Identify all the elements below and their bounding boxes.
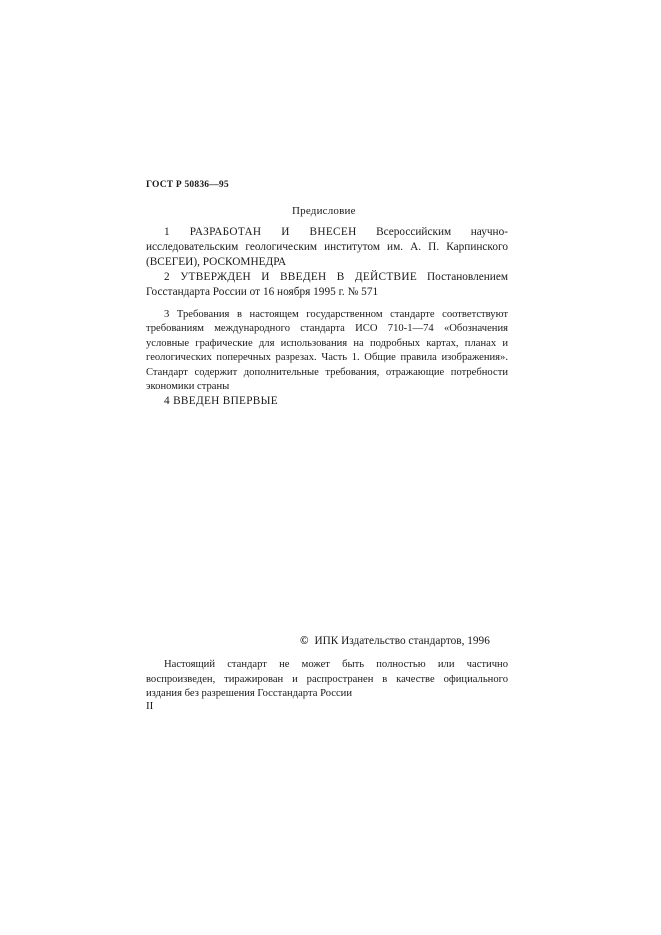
paragraph-approved [146,270,508,300]
paragraph-text: 3 Требования в настоящем государственном стандарте соответствуют требованиям международного стандарта ИСО 710-1—74 «Обозначения условные графические для использования на подробных картах, планах и геологических поперечных разрезах. Часть 1. Общие правила изображения». Стандарт содержит дополнительные требования, отражающие потребности экономики страны [146,309,508,393]
paragraph-developed-by [146,225,508,270]
paragraph-text: Всероссийским научно-исследовательским геологическим институтом им. А. П. Карпинского (ВСЕГЕИ), РОСКОМНЕДРА [146,226,508,268]
copyright-text: ИПК Издательство стандартов, 1996 [314,635,490,647]
paragraph-introduced [146,394,508,409]
page-number: II [146,700,154,712]
paragraph-lead: 2 УТВЕРЖДЕН И ВВЕДЕН В ДЕЙСТВИЕ [164,271,418,283]
copyright-icon: © [300,635,309,647]
reproduction-notice: Настоящий стандарт не может быть полностью или частично воспроизведен, тиражирован и распространен в качестве официального издания без разрешения Госстандарта России [146,659,508,700]
foreword-title: Предисловие [292,205,356,217]
paragraph-lead: 4 ВВЕДЕН ВПЕРВЫЕ [164,395,278,407]
document-header: ГОСТ Р 50836—95 [146,180,229,190]
paragraph-text: Постановлением Госстандарта России от 16 ноября 1995 г. № 571 [146,271,508,298]
paragraph-requirements [146,308,508,394]
paragraph-lead: 1 РАЗРАБОТАН И ВНЕСЕН [164,226,357,238]
copyright-line [300,635,490,647]
